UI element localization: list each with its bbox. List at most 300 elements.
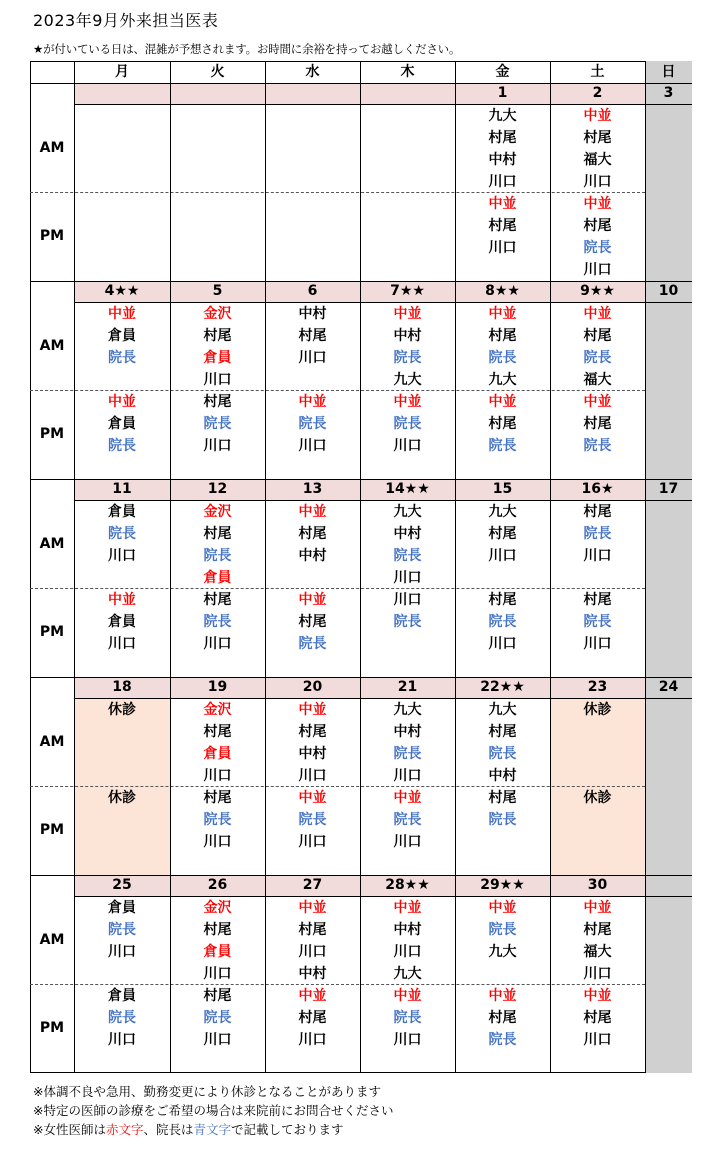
doctor-entry: 九大 (393, 372, 422, 388)
doctor-entry: 村尾 (488, 790, 517, 806)
date-row-line (74, 302, 692, 303)
doctor-entry: 中村 (488, 152, 517, 168)
date-cell: 8★★ (455, 281, 550, 302)
weekday-header: 月 (115, 64, 129, 80)
doctor-entry: 倉員 (108, 614, 136, 630)
doctor-entry: 福大 (583, 152, 612, 168)
pm-slot (360, 588, 455, 677)
weekday-header: 火 (210, 64, 225, 80)
am-slot (550, 104, 645, 192)
doctor-entry: 川口 (298, 438, 327, 454)
pm-slot (455, 192, 550, 281)
am-slot (170, 302, 265, 390)
pm-slot (455, 786, 550, 875)
footer-blue-text: 青文字 (193, 1122, 232, 1137)
pm-slot (265, 984, 360, 1073)
doctor-entry: 院長 (488, 812, 517, 828)
pm-slot (74, 984, 170, 1073)
doctor-entry: 川口 (298, 350, 327, 366)
doctor-entry: 倉員 (108, 900, 136, 916)
doctor-entry: 中並 (108, 306, 136, 322)
doctor-entry: 中並 (393, 306, 422, 322)
doctor-entry: 院長 (583, 438, 612, 454)
am-pm-divider (30, 984, 645, 985)
doctor-entry: 院長 (393, 350, 422, 366)
doctor-entry: 中並 (488, 306, 517, 322)
pm-slot (170, 390, 265, 479)
doctor-entry: 休診 (108, 702, 136, 718)
date-cell: 22★★ (455, 677, 550, 698)
doctor-entry: 中並 (298, 900, 327, 916)
pm-slot (360, 786, 455, 875)
date-cell: 12 (170, 479, 265, 500)
doctor-entry: 中村 (298, 746, 327, 762)
column-line (170, 61, 171, 1073)
doctor-entry: 院長 (108, 438, 136, 454)
sunday-cell (645, 896, 692, 1073)
weekday-header: 日 (645, 61, 692, 83)
am-pm-divider (30, 786, 645, 787)
weekday-header: 土 (590, 64, 605, 80)
am-slot (455, 302, 550, 390)
date-cell: 13 (265, 479, 360, 500)
am-slot (74, 896, 170, 984)
doctor-entry: 中村 (298, 306, 327, 322)
column-line (645, 61, 646, 1073)
doctor-entry: 川口 (393, 438, 422, 454)
am-slot (265, 896, 360, 984)
date-cell: 29★★ (455, 875, 550, 896)
doctor-entry: 倉員 (203, 746, 232, 762)
am-slot (455, 104, 550, 192)
date-cell: 16★ (550, 479, 645, 500)
date-cell: 1 (455, 83, 550, 104)
doctor-entry: 中並 (393, 394, 422, 410)
pm-slot (455, 390, 550, 479)
doctor-entry: 川口 (488, 636, 517, 652)
date-cell (74, 83, 170, 104)
doctor-entry: 川口 (393, 768, 422, 784)
doctor-entry: 中並 (393, 900, 422, 916)
doctor-entry: 中並 (298, 702, 327, 718)
am-slot (455, 896, 550, 984)
weekday-header: 木 (400, 64, 415, 80)
pm-slot (550, 390, 645, 479)
am-label: AM (39, 734, 65, 750)
doctor-entry: 院長 (203, 1010, 232, 1026)
doctor-entry: 倉員 (108, 988, 136, 1004)
doctor-entry: 村尾 (203, 790, 232, 806)
pm-slot (74, 786, 170, 875)
pm-slot (74, 588, 170, 677)
footer-notes (33, 1082, 393, 1139)
doctor-entry: 院長 (393, 548, 422, 564)
am-slot (170, 896, 265, 984)
doctor-entry: 川口 (393, 592, 422, 608)
doctor-entry: 川口 (583, 966, 612, 982)
pm-slot (170, 786, 265, 875)
doctor-entry: 中並 (108, 592, 136, 608)
pm-slot (74, 390, 170, 479)
pm-label: PM (39, 624, 65, 640)
date-cell: 26 (170, 875, 265, 896)
doctor-entry: 村尾 (488, 218, 517, 234)
doctor-entry: 院長 (393, 416, 422, 432)
doctor-entry: 院長 (583, 614, 612, 630)
date-cell (645, 875, 692, 896)
sunday-cell (645, 302, 692, 479)
doctor-entry: 中並 (583, 988, 612, 1004)
doctor-entry: 院長 (488, 438, 517, 454)
sunday-cell (645, 104, 692, 281)
week-top-line (30, 281, 692, 282)
doctor-entry: 中村 (393, 922, 422, 938)
doctor-entry: 川口 (203, 768, 232, 784)
date-cell: 2 (550, 83, 645, 104)
doctor-entry: 院長 (108, 922, 136, 938)
date-cell: 27 (265, 875, 360, 896)
doctor-entry: 倉員 (108, 504, 136, 520)
doctor-entry: 村尾 (203, 526, 232, 542)
am-slot (550, 302, 645, 390)
date-cell: 25 (74, 875, 170, 896)
page-title: 2023年9月外来担当医表 (33, 11, 219, 30)
doctor-entry: 院長 (583, 526, 612, 542)
footer-note-2: ※特定の医師の診療をご希望の場合は来院前にお問合せください (33, 1103, 394, 1118)
schedule-table (30, 61, 692, 1073)
doctor-entry: 院長 (298, 416, 327, 432)
pm-label: PM (39, 1020, 65, 1036)
column-line (455, 61, 456, 1073)
doctor-entry: 院長 (298, 812, 327, 828)
doctor-entry: 村尾 (583, 1010, 612, 1026)
week-top-line (30, 875, 692, 876)
doctor-entry: 九大 (488, 372, 517, 388)
doctor-entry: 中村 (393, 328, 422, 344)
doctor-entry: 川口 (583, 1032, 612, 1048)
weekday-header: 水 (305, 64, 320, 80)
doctor-entry: 川口 (298, 1032, 327, 1048)
weekday-header: 金 (495, 64, 510, 80)
am-slot (550, 500, 645, 588)
am-pm-divider (30, 192, 645, 193)
date-cell: 6 (265, 281, 360, 302)
date-row-line (74, 104, 692, 105)
doctor-entry: 川口 (203, 834, 232, 850)
pm-label: PM (39, 228, 65, 244)
pm-slot (360, 390, 455, 479)
pm-slot (550, 984, 645, 1073)
doctor-entry: 村尾 (298, 922, 327, 938)
doctor-entry: 九大 (393, 702, 422, 718)
doctor-entry: 金沢 (203, 702, 232, 718)
doctor-entry: 中並 (393, 790, 422, 806)
doctor-entry: 倉員 (203, 944, 232, 960)
pm-slot (550, 192, 645, 281)
doctor-entry: 川口 (393, 570, 422, 586)
doctor-entry: 中並 (298, 394, 327, 410)
date-row-line (74, 500, 692, 501)
footer-note-3-a: ※女性医師は (33, 1122, 106, 1137)
doctor-entry: 院長 (488, 746, 517, 762)
date-row-line (74, 698, 692, 699)
doctor-entry: 村尾 (583, 328, 612, 344)
doctor-entry: 九大 (488, 504, 517, 520)
doctor-entry: 院長 (393, 1010, 422, 1026)
date-cell: 10 (645, 281, 692, 302)
date-cell: 14★★ (360, 479, 455, 500)
doctor-entry: 村尾 (203, 922, 232, 938)
sunday-cell (645, 698, 692, 875)
doctor-entry: 川口 (298, 834, 327, 850)
doctor-entry: 川口 (298, 768, 327, 784)
doctor-entry: 九大 (488, 702, 517, 718)
doctor-entry: 院長 (203, 812, 232, 828)
doctor-entry: 中並 (298, 592, 327, 608)
doctor-entry: 休診 (583, 790, 612, 806)
doctor-entry: 村尾 (298, 526, 327, 542)
date-cell: 15 (455, 479, 550, 500)
doctor-entry: 村尾 (298, 724, 327, 740)
doctor-entry: 院長 (298, 636, 327, 652)
am-slot (265, 302, 360, 390)
week-top-line (30, 677, 692, 678)
doctor-entry: 村尾 (488, 130, 517, 146)
doctor-entry: 中並 (583, 108, 612, 124)
doctor-entry: 村尾 (203, 592, 232, 608)
date-cell (170, 83, 265, 104)
am-slot (265, 500, 360, 588)
date-cell: 3 (645, 83, 692, 104)
date-cell: 5 (170, 281, 265, 302)
date-cell: 7★★ (360, 281, 455, 302)
doctor-entry: 院長 (583, 350, 612, 366)
doctor-entry: 休診 (108, 790, 136, 806)
doctor-entry: 倉員 (108, 416, 136, 432)
doctor-entry: 村尾 (583, 218, 612, 234)
date-cell: 9★★ (550, 281, 645, 302)
doctor-entry: 院長 (203, 416, 232, 432)
am-label: AM (39, 932, 65, 948)
doctor-entry: 中村 (298, 548, 327, 564)
date-cell (360, 83, 455, 104)
doctor-entry: 院長 (393, 746, 422, 762)
doctor-entry: 村尾 (203, 328, 232, 344)
am-slot (170, 698, 265, 786)
date-cell (265, 83, 360, 104)
doctor-entry: 福大 (583, 372, 612, 388)
doctor-entry: 九大 (393, 504, 422, 520)
doctor-entry: 金沢 (203, 504, 232, 520)
doctor-entry: 川口 (583, 262, 612, 278)
footer-note-3 (33, 1120, 393, 1139)
doctor-entry: 中並 (298, 504, 327, 520)
doctor-entry: 院長 (488, 350, 517, 366)
pm-slot (265, 786, 360, 875)
doctor-entry: 村尾 (203, 988, 232, 1004)
doctor-entry: 川口 (393, 1032, 422, 1048)
pm-slot (550, 588, 645, 677)
doctor-entry: 九大 (393, 966, 422, 982)
column-line (550, 61, 551, 1073)
am-slot (74, 500, 170, 588)
pm-slot (550, 786, 645, 875)
footer-red-text: 赤文字 (105, 1122, 144, 1137)
date-cell: 23 (550, 677, 645, 698)
footer-note-3-c: で記載しております (231, 1122, 344, 1137)
am-slot (360, 500, 455, 588)
footer-note-3-b: 、院長は (143, 1122, 194, 1137)
doctor-entry: 川口 (583, 548, 612, 564)
doctor-entry: 中並 (488, 196, 517, 212)
am-slot (550, 698, 645, 786)
doctor-entry: 院長 (393, 614, 422, 630)
am-slot (74, 302, 170, 390)
doctor-entry: 川口 (393, 834, 422, 850)
date-cell: 4★★ (74, 281, 170, 302)
doctor-entry: 村尾 (488, 328, 517, 344)
doctor-entry: 川口 (298, 944, 327, 960)
doctor-entry: 川口 (203, 1032, 232, 1048)
doctor-entry: 院長 (488, 614, 517, 630)
pm-slot (170, 588, 265, 677)
pm-slot (265, 588, 360, 677)
doctor-entry: 中村 (393, 724, 422, 740)
doctor-entry: 村尾 (583, 592, 612, 608)
am-slot (550, 896, 645, 984)
doctor-entry: 川口 (203, 372, 232, 388)
doctor-entry: 院長 (203, 614, 232, 630)
doctor-entry: 村尾 (203, 394, 232, 410)
doctor-entry: 院長 (583, 240, 612, 256)
date-cell: 30 (550, 875, 645, 896)
doctor-entry: 村尾 (298, 328, 327, 344)
doctor-entry: 村尾 (583, 504, 612, 520)
footer-note-1: ※体調不良や急用、勤務変更により休診となることがあります (33, 1084, 381, 1099)
am-label: AM (39, 140, 65, 156)
doctor-entry: 村尾 (583, 130, 612, 146)
doctor-entry: 院長 (488, 922, 517, 938)
doctor-entry: 院長 (108, 1010, 136, 1026)
doctor-entry: 中並 (583, 196, 612, 212)
date-cell: 24 (645, 677, 692, 698)
doctor-entry: 中並 (583, 900, 612, 916)
doctor-entry: 中並 (298, 790, 327, 806)
doctor-entry: 川口 (203, 966, 232, 982)
doctor-entry: 院長 (203, 548, 232, 564)
doctor-entry: 川口 (108, 548, 136, 564)
doctor-entry: 中並 (393, 988, 422, 1004)
am-label: AM (39, 338, 65, 354)
doctor-entry: 倉員 (108, 328, 136, 344)
am-slot (360, 302, 455, 390)
column-line (360, 61, 361, 1073)
am-slot (455, 500, 550, 588)
column-line (265, 61, 266, 1073)
congestion-note: ★が付いている日は、混雑が予想されます。お時間に余裕を持ってお越しください。 (33, 42, 461, 56)
doctor-entry: 川口 (203, 636, 232, 652)
am-slot (360, 896, 455, 984)
pm-slot (455, 588, 550, 677)
pm-slot (170, 984, 265, 1073)
am-label: AM (39, 536, 65, 552)
doctor-entry: 村尾 (488, 1010, 517, 1026)
doctor-entry: 川口 (583, 636, 612, 652)
doctor-entry: 村尾 (488, 416, 517, 432)
pm-label: PM (39, 426, 65, 442)
doctor-entry: 村尾 (488, 592, 517, 608)
doctor-entry: 村尾 (203, 724, 232, 740)
doctor-entry: 倉員 (203, 350, 232, 366)
pm-slot (360, 984, 455, 1073)
doctor-entry: 中村 (488, 768, 517, 784)
doctor-entry: 中並 (108, 394, 136, 410)
doctor-entry: 中村 (393, 526, 422, 542)
doctor-entry: 九大 (488, 944, 517, 960)
column-line (74, 61, 75, 1073)
am-slot (360, 698, 455, 786)
week-top-line (30, 83, 692, 84)
doctor-entry: 村尾 (488, 724, 517, 740)
doctor-entry: 休診 (583, 702, 612, 718)
date-cell: 18 (74, 677, 170, 698)
doctor-entry: 中村 (298, 966, 327, 982)
am-slot (265, 698, 360, 786)
date-cell: 19 (170, 677, 265, 698)
doctor-entry: 院長 (108, 526, 136, 542)
pm-slot (265, 390, 360, 479)
am-slot (74, 698, 170, 786)
doctor-entry: 川口 (203, 438, 232, 454)
doctor-entry: 村尾 (298, 614, 327, 630)
sunday-cell (645, 500, 692, 677)
date-cell: 20 (265, 677, 360, 698)
doctor-entry: 川口 (488, 548, 517, 564)
date-row-line (74, 896, 692, 897)
doctor-entry: 川口 (108, 944, 136, 960)
doctor-entry: 川口 (583, 174, 612, 190)
doctor-entry: 川口 (488, 174, 517, 190)
am-slot (170, 500, 265, 588)
doctor-entry: 院長 (108, 350, 136, 366)
doctor-entry: 中並 (583, 306, 612, 322)
pm-label: PM (39, 822, 65, 838)
date-cell: 21 (360, 677, 455, 698)
doctor-entry: 中並 (488, 394, 517, 410)
doctor-entry: 川口 (108, 1032, 136, 1048)
date-cell: 11 (74, 479, 170, 500)
doctor-entry: 中並 (488, 900, 517, 916)
doctor-entry: 川口 (108, 636, 136, 652)
doctor-entry: 中並 (298, 988, 327, 1004)
doctor-entry: 川口 (488, 240, 517, 256)
doctor-entry: 院長 (393, 812, 422, 828)
week-top-line (30, 479, 692, 480)
doctor-entry: 九大 (488, 108, 517, 124)
doctor-entry: 金沢 (203, 306, 232, 322)
pm-slot (455, 984, 550, 1073)
am-pm-divider (30, 588, 645, 589)
am-slot (455, 698, 550, 786)
doctor-entry: 村尾 (488, 526, 517, 542)
am-pm-divider (30, 390, 645, 391)
doctor-entry: 村尾 (583, 416, 612, 432)
doctor-entry: 倉員 (203, 570, 232, 586)
doctor-entry: 中並 (583, 394, 612, 410)
date-cell: 28★★ (360, 875, 455, 896)
doctor-entry: 村尾 (583, 922, 612, 938)
doctor-entry: 川口 (393, 944, 422, 960)
